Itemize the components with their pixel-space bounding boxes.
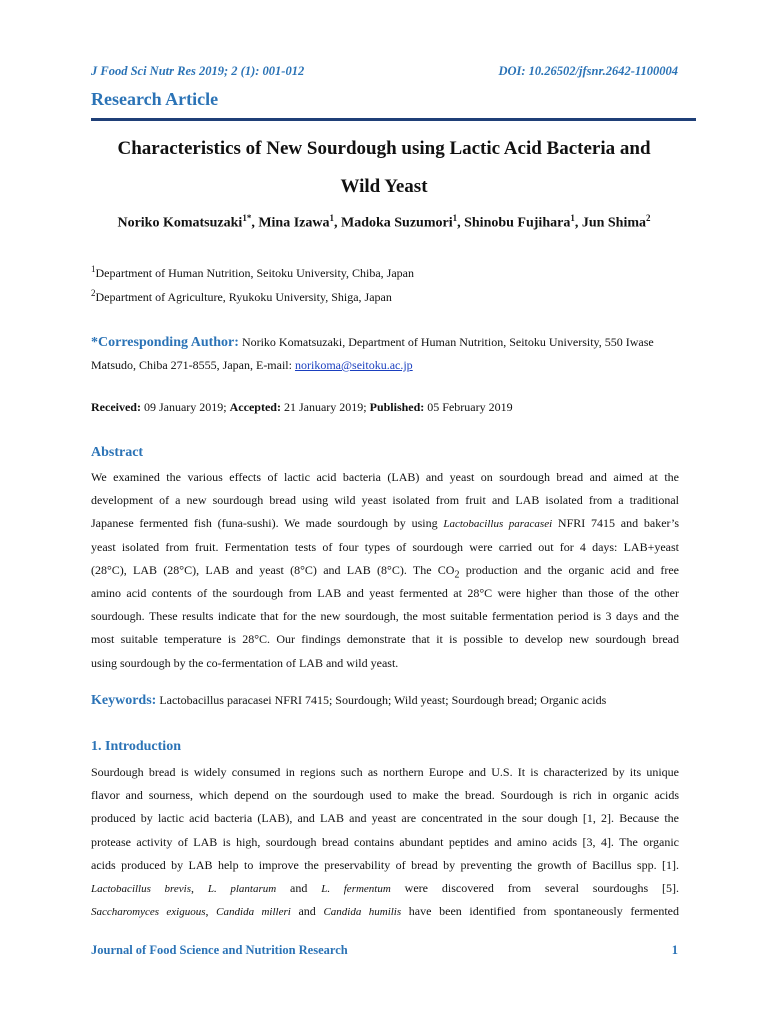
email-link[interactable]: norikoma@seitoku.ac.jp [294,358,413,372]
page-number: 1 [671,943,678,957]
intro-line: protease activity of LAB is high, sourdough bread contains abundant peptides and amino acids [3, 4]. The organic [91,834,679,849]
abstract-line: amino acid contents of the sourdough from LAB and yeast fermented at 28°C were higher than those of the other [91,585,679,600]
affiliation-2 [91,288,392,305]
publication-dates [91,400,513,415]
species-name: Candida humilis [323,906,402,919]
author-sup: 2 [646,213,651,223]
species-name: L. plantarum [207,882,277,895]
intro-text-run: and [290,904,324,919]
author-sup: 1 [329,213,334,223]
affiliation-sup: 1 [91,264,96,274]
affiliation-text: Department of Human Nutrition, Seitoku University, Chiba, Japan [95,266,414,280]
journal-citation: J Food Sci Nutr Res 2019; 2 (1): 001-012 [91,64,305,78]
intro-text-run: and [276,880,322,895]
keywords-text: Lactobacillus paracasei NFRI 7415; Sourdough; Wild yeast; Sourdough bread; Organic acids [156,693,607,707]
abstract-text-run: production and the organic acid and free [459,562,679,577]
abstract-line: yeast isolated from fruit. Fermentation tests of four types of sourdough were carried out for 4 days: LAB+yeast [91,539,679,554]
author-name: Madoka Suzumori [340,215,453,231]
author-list: Noriko Komatsuzaki$^{1*}$, Mina Izawa$^1$, Madoka Suzumori$^1$, Shinobu Fujihara$^1$, Jun Shima$^2$ [117,213,651,231]
received-date: 09 January 2019; [140,400,230,414]
corresponding-author [91,331,681,377]
accepted-date: 21 January 2019; [280,400,370,414]
species-name: Candida milleri [216,906,291,919]
author-name: Jun Shima [581,215,647,231]
introduction-heading: 1. Introduction [91,739,181,754]
abstract-line: most suitable temperature is 28°C. Our findings demonstrate that it is possible to develop new sourdough bread [91,632,679,647]
keywords-label: Keywords: [91,693,157,708]
keywords [91,693,606,709]
abstract-line [91,559,679,582]
affiliation-1 [91,264,414,281]
intro-text-run: were discovered from several sourdoughs [5]. [390,880,679,895]
abstract-text-run: NFRI 7415 and baker’s [552,516,679,531]
corresponding-text-2: Matsudo, Chiba 271-8555, Japan, E-mail: [91,358,295,372]
published-label: Published: [369,400,425,414]
subscript: 2 [454,569,460,581]
corresponding-text-1: Noriko Komatsuzaki, Department of Human Nutrition, Seitoku University, 550 Iwase [238,335,654,349]
author-sup: 1 [570,213,575,223]
author-sup: 1* [242,213,252,223]
intro-line [91,900,679,923]
intro-text-run: have been identified from spontaneously fermented [401,904,679,919]
intro-line [91,877,679,900]
species-name: Saccharomyces exiguous [91,906,206,919]
received-label: Received: [91,400,141,414]
doi: DOI: 10.26502/jfsnr.2642-1100004 [498,64,678,78]
published-date: 05 February 2019 [424,400,513,414]
author-name: Noriko Komatsuzaki [117,215,243,231]
species-name: Lactobacillus brevis [91,882,191,895]
corresponding-label: *Corresponding Author: [91,335,239,350]
abstract-heading: Abstract [91,445,144,460]
header-rule [91,118,696,121]
intro-line: flavor and sourness, which depend on the sourdough used to make the bread. Sourdough is rich in organic acids [91,788,679,803]
abstract-line [91,512,679,535]
abstract-text [91,466,679,675]
intro-line: acids produced by LAB help to improve the preservability of bread by preventing the growth of Bacillus spp. [1]. [91,857,679,872]
abstract-line: using sourdough by the co-fermentation of LAB and wild yeast. [91,655,399,670]
introduction-text [91,761,679,923]
intro-line: Sourdough bread is widely consumed in regions such as northern Europe and U.S. It is characterized by its unique [91,765,679,779]
abstract-text-run: Japanese fermented fish (funa-sushi). We made sourdough by using [91,516,444,531]
abstract-line: development of a new sourdough bread using wild yeast isolated from fruit and LAB isolated from a traditional [91,493,679,508]
abstract-line: We examined the various effects of lactic acid bacteria (LAB) and yeast on sourdough bread and aimed at the [91,470,679,484]
affiliation-sup: 2 [91,288,96,298]
title-line-2: Wild Yeast [340,176,428,197]
species-name: Lactobacillus paracasei [443,518,553,531]
intro-text-run: , [190,880,208,895]
paper-title [91,130,677,206]
intro-line: produced by lactic acid bacteria (LAB), and LAB and yeast are concentrated in the sour dough [1, 2]. Because the [91,811,679,826]
article-type: Research Article [91,89,219,109]
intro-text-run: , [205,904,217,919]
abstract-line: sourdough. These results indicate that for the new sourdough, the most suitable fermentation period is 3 days and the [91,609,679,624]
author-name: Shinobu Fujihara [464,215,571,231]
footer-journal: Journal of Food Science and Nutrition Research [91,943,348,957]
abstract-text-run: (28°C), LAB (28°C), LAB and yeast (8°C) and LAB (8°C). The CO [91,562,455,577]
species-name: L. fermentum [321,882,391,895]
author-sup: 1 [452,213,458,223]
author-name: Mina Izawa [258,215,330,231]
title-line-1: Characteristics of New Sourdough using Lactic Acid Bacteria and [117,138,651,159]
accepted-label: Accepted: [229,400,281,414]
affiliation-text: Department of Agriculture, Ryukoku University, Shiga, Japan [95,290,392,304]
